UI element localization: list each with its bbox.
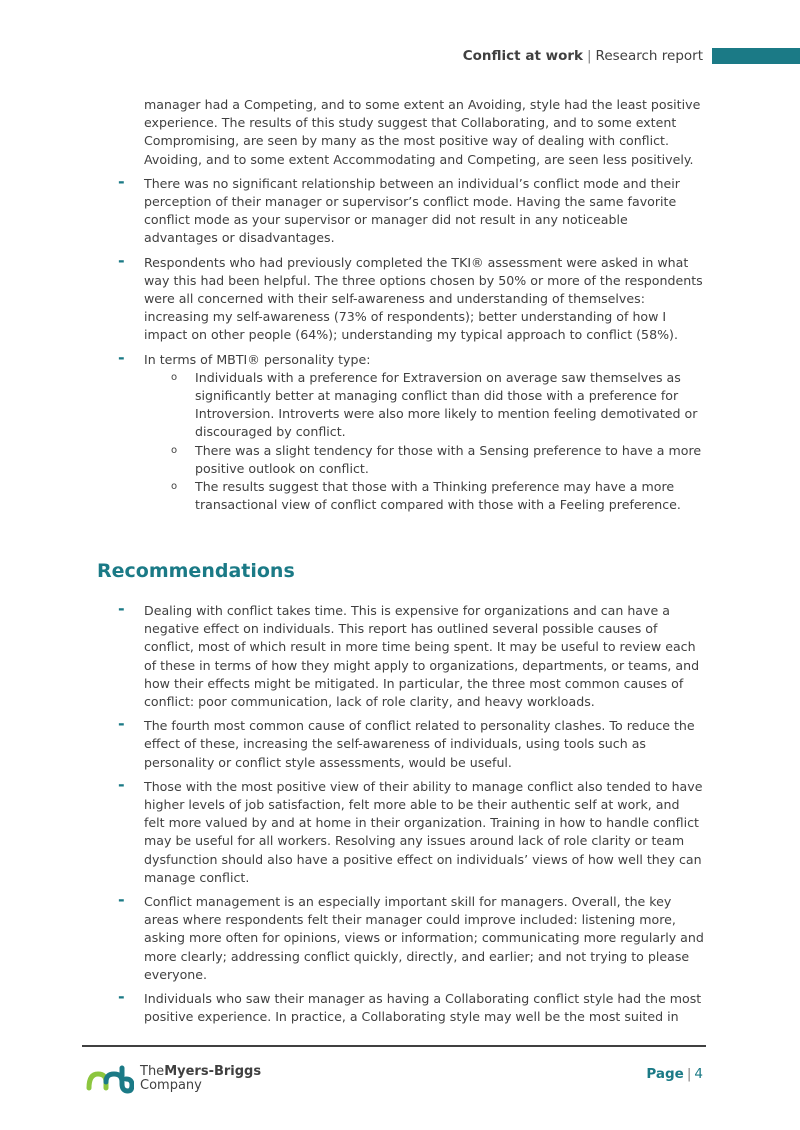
- list-item-text: Individuals who saw their manager as having a Collaborating conflict style had the most positive experience. In practice, a Collaborating style may well be the most suited in: [144, 991, 702, 1025]
- page-label: Page: [646, 1066, 684, 1082]
- sub-list-item: [171, 478, 704, 514]
- list-item-text: In terms of MBTI® personality type:: [144, 351, 371, 367]
- dash-bullet: -: [118, 714, 125, 734]
- list-item: [118, 347, 704, 515]
- sub-list-item-text: Individuals with a preference for Extraversion on average saw themselves as significantly better at managing conflict than did those with a preference for Introversion. Introverts were also more likely to mention feeling demotivated or discouraged by conflict.: [195, 369, 698, 440]
- list-item: [118, 774, 704, 887]
- logo-wordmark: [140, 1065, 261, 1093]
- header-separator: |: [586, 48, 592, 64]
- report-subtitle: Research report: [595, 48, 703, 64]
- list-item: [118, 250, 704, 345]
- dash-bullet: -: [118, 171, 125, 191]
- page-number: [646, 1066, 703, 1082]
- sub-list-item-text: The results suggest that those with a Thinking preference may have a more transactional view of conflict compared with those with a Feeling preference.: [195, 479, 681, 513]
- mbti-sublist: [144, 369, 704, 515]
- company-logo: [86, 1064, 261, 1094]
- dash-bullet: -: [118, 774, 125, 794]
- list-item: [118, 714, 704, 772]
- header-accent-bar: [712, 48, 800, 64]
- list-item-text: Conflict management is an especially important skill for managers. Overall, the key areas where respondents felt their manager could improve included: listening more, asking more often for opinions, views or information; communicating more regularly and more clearly; addressing conflict quickly, directly, and earlier; and not trying to please everyone.: [144, 894, 704, 982]
- circle-bullet: o: [171, 444, 178, 456]
- recommendations-list: [0, 599, 800, 1026]
- sub-list-item: [171, 442, 704, 478]
- findings-list: [0, 171, 800, 515]
- findings-section: [0, 96, 800, 514]
- report-title: Conflict at work: [462, 48, 583, 64]
- recommendations-section: [0, 599, 800, 1032]
- list-item-text: Respondents who had previously completed the TKI® assessment were asked in what way this had been helpful. The three options chosen by 50% or more of the respondents were all concerned with their self-awareness and understanding of themselves: increasing my self-awareness (73% of respondents); better understanding of how I impact on other people (64%); understanding my typical approach to conflict (58%).: [144, 254, 703, 343]
- intro-paragraph: manager had a Competing, and to some extent an Avoiding, style had the least positive experience. The results of this study suggest that Collaborating, and to some extent Compromising, are seen by many as the most positive way of dealing with conflict. Avoiding, and to some extent Accommodating and Competing, are seen less positively.: [144, 97, 701, 167]
- list-item-text: The fourth most common cause of conflict related to personality clashes. To reduce the effect of these, increasing the self-awareness of individuals, using tools such as personality or conflict style assessments, would be useful.: [144, 718, 695, 770]
- sub-list-item: [171, 369, 704, 442]
- logo-company: Company: [140, 1078, 202, 1093]
- footer-divider: [82, 1045, 706, 1047]
- list-item-text: There was no significant relationship between an individual’s conflict mode and their perception of their manager or supervisor’s conflict mode. Having the same favorite conflict mode as your supervisor or manager did not result in any noticeable advantages or disadvantages.: [144, 175, 680, 246]
- header-title: [463, 48, 703, 64]
- dash-bullet: -: [118, 599, 125, 618]
- list-item: [118, 987, 704, 1026]
- dash-bullet: -: [118, 347, 125, 367]
- dash-bullet: -: [118, 890, 125, 910]
- sub-list-item-text: There was a slight tendency for those with a Sensing preference to have a more positive outlook on conflict.: [195, 442, 702, 476]
- logo-brand: Myers-Briggs: [164, 1064, 262, 1079]
- list-item: [118, 171, 704, 248]
- mb-logo-icon: [86, 1064, 134, 1094]
- circle-bullet: o: [171, 481, 178, 493]
- dash-bullet: -: [118, 987, 125, 1007]
- recommendations-heading: Recommendations: [97, 560, 295, 582]
- page-number-value: 4: [694, 1066, 703, 1082]
- list-item: [118, 599, 704, 711]
- list-item: [118, 890, 704, 984]
- list-item-text: Those with the most positive view of their ability to manage conflict also tended to have higher levels of job satisfaction, felt more able to be their authentic self at work, and felt more valued by and at home in their organization. Training in how to handle conflict may be useful for all workers. Resolving any issues around lack of role clarity or team dysfunction should also have a positive effect on individuals’ views of how well they can manage conflict.: [144, 778, 703, 885]
- circle-bullet: o: [171, 371, 178, 383]
- list-item-text: Dealing with conflict takes time. This is expensive for organizations and can have a negative effect on individuals. This report has outlined several possible causes of conflict, most of which result in more time being spent. It may be useful to review each of these in terms of how they might apply to organizations, departments, or teams, and how their effects might be mitigated. In particular, the three most common causes of conflict: poor communication, lack of role clarity, and heavy workloads.: [144, 603, 700, 710]
- page-separator: |: [686, 1066, 692, 1082]
- logo-prefix: The: [140, 1064, 165, 1079]
- dash-bullet: -: [118, 250, 125, 270]
